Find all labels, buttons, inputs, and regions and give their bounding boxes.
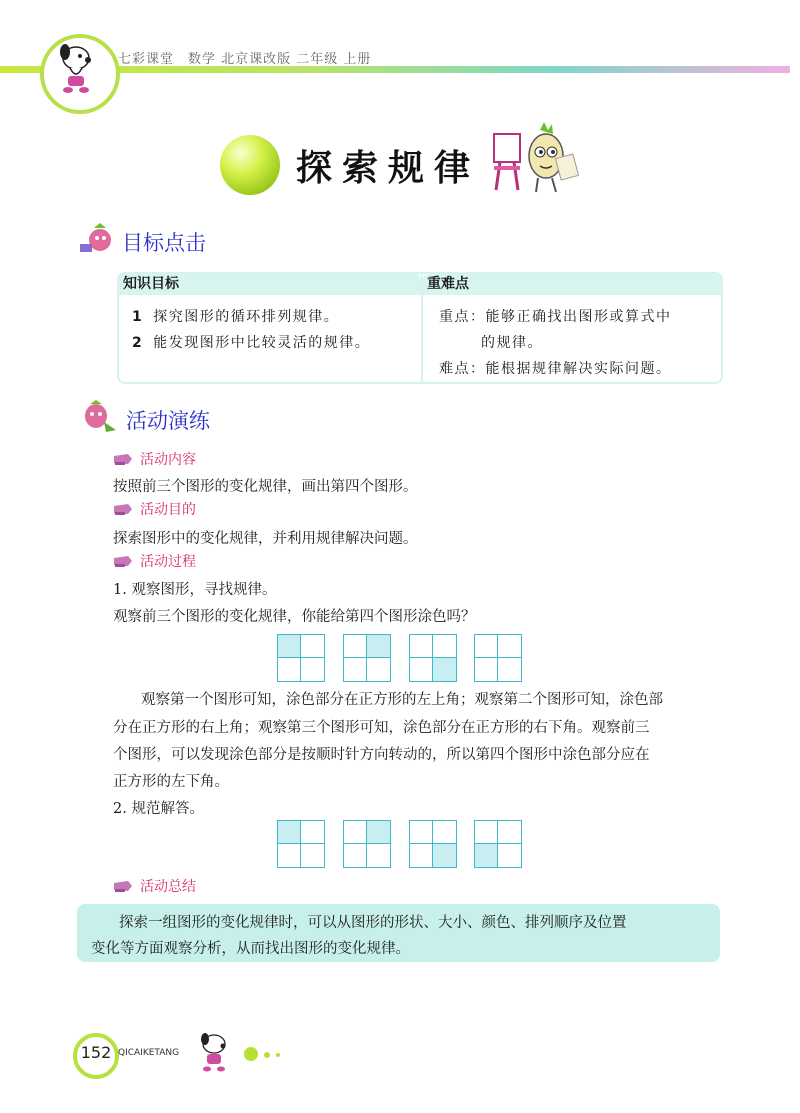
figure-cell [498, 844, 521, 867]
summary-line: 探索一组图形的变化规律时，可以从图形的形状、大小、颜色、排列顺序及位置 [119, 915, 627, 931]
strawberry-mascot-icon [78, 400, 118, 434]
section-heading-goals: 目标点击 [122, 231, 206, 255]
knowledge-goal-item: 1 探究图形的循环排列规律。 [132, 309, 340, 325]
title-ball-icon [220, 135, 280, 195]
figure-cell [433, 821, 456, 844]
explanation-line: 个图形，可以发现涂色部分是按顺时针方向转动的，所以第四个图形中涂色部分应在 [113, 747, 650, 763]
strawberry-mascot-icon [78, 222, 116, 254]
figure-cell-shaded [475, 844, 498, 867]
figure-cell [433, 635, 456, 658]
figure-cell-shaded [433, 844, 456, 867]
knowledge-goals-tab: 知识目标 [119, 274, 421, 295]
dog-mascot-icon [52, 38, 102, 94]
dog-mascot-icon [196, 1030, 232, 1074]
figure-cell-shaded [367, 821, 390, 844]
step-one-text: 1. 观察图形，寻找规律。 [113, 582, 277, 598]
header-text: 七彩课堂 数学 北京课改版 二年级 上册 [118, 52, 372, 67]
step-two-text: 2. 规范解答。 [113, 801, 204, 817]
square-figure [343, 634, 391, 682]
page-title: 探索规律 [296, 148, 481, 189]
figure-cell [498, 635, 521, 658]
summary-line: 变化等方面观察分析，从而找出图形的变化规律。 [91, 941, 410, 957]
activity-content-text: 按照前三个图形的变化规律，画出第四个图形。 [113, 479, 418, 495]
figure-cell [301, 658, 324, 681]
figure-cell [498, 821, 521, 844]
objectives-box [117, 272, 723, 384]
figure-cell [344, 658, 367, 681]
activity-process-label: 活动过程 [140, 554, 196, 570]
figure-cell [367, 658, 390, 681]
explanation-line: 观察第一个图形可知，涂色部分在正方形的左上角；观察第二个图形可知，涂色部 [141, 692, 663, 708]
square-figure [277, 820, 325, 868]
figure-cell [410, 658, 433, 681]
summary-box [77, 904, 720, 962]
figure-cell-shaded [367, 635, 390, 658]
activity-purpose-label: 活动目的 [140, 502, 196, 518]
explanation-line: 分在正方形的右上角；观察第三个图形可知，涂色部分在正方形的右下角。观察前三 [113, 720, 650, 736]
figure-cell [278, 658, 301, 681]
figure-cell [410, 844, 433, 867]
square-figure [409, 634, 457, 682]
square-figure [474, 634, 522, 682]
pencil-tag-icon [113, 880, 133, 893]
figure-cell [344, 844, 367, 867]
decor-dot [276, 1053, 280, 1057]
pencil-tag-icon [113, 453, 133, 466]
figure-cell-shaded [278, 821, 301, 844]
decor-dot [244, 1047, 258, 1061]
figure-cell [301, 635, 324, 658]
page-number: 152 [80, 1043, 112, 1062]
square-figure [343, 820, 391, 868]
figure-cell [301, 821, 324, 844]
figure-cell [410, 635, 433, 658]
objectives-divider [421, 274, 423, 382]
square-figure [409, 820, 457, 868]
figure-cell [301, 844, 324, 867]
knowledge-goal-item: 2 能发现图形中比较灵活的规律。 [132, 335, 371, 351]
figure-cell [278, 844, 301, 867]
figure-cell-shaded [278, 635, 301, 658]
figure-cell [475, 635, 498, 658]
key-point-line: 重点：能够正确找出图形或算式中 [439, 309, 672, 325]
section-heading-activities: 活动演练 [126, 409, 210, 433]
activity-purpose-text: 探索图形中的变化规律，并利用规律解决问题。 [113, 531, 418, 547]
figure-cell [475, 821, 498, 844]
pencil-tag-icon [113, 555, 133, 568]
figure-cell [344, 635, 367, 658]
square-figure [277, 634, 325, 682]
pineapple-easel-mascot-icon [490, 120, 580, 200]
activity-content-label: 活动内容 [140, 452, 196, 468]
pencil-tag-icon [113, 503, 133, 516]
key-points-tab: 重难点 [423, 274, 721, 295]
figure-cell-shaded [433, 658, 456, 681]
figure-cell [498, 658, 521, 681]
figure-cell [344, 821, 367, 844]
activity-summary-label: 活动总结 [140, 879, 196, 895]
square-figure [474, 820, 522, 868]
question-text: 观察前三个图形的变化规律，你能给第四个图形涂色吗？ [113, 609, 476, 625]
decor-dot [264, 1052, 270, 1058]
explanation-line: 正方形的左下角。 [113, 774, 229, 790]
figure-cell [367, 844, 390, 867]
key-point-line: 的规律。 [481, 335, 543, 351]
figure-cell [410, 821, 433, 844]
brand-text: QICAIKETANG [118, 1048, 180, 1058]
figure-cell [475, 658, 498, 681]
difficulty-line: 难点：能根据规律解决实际问题。 [439, 361, 672, 377]
